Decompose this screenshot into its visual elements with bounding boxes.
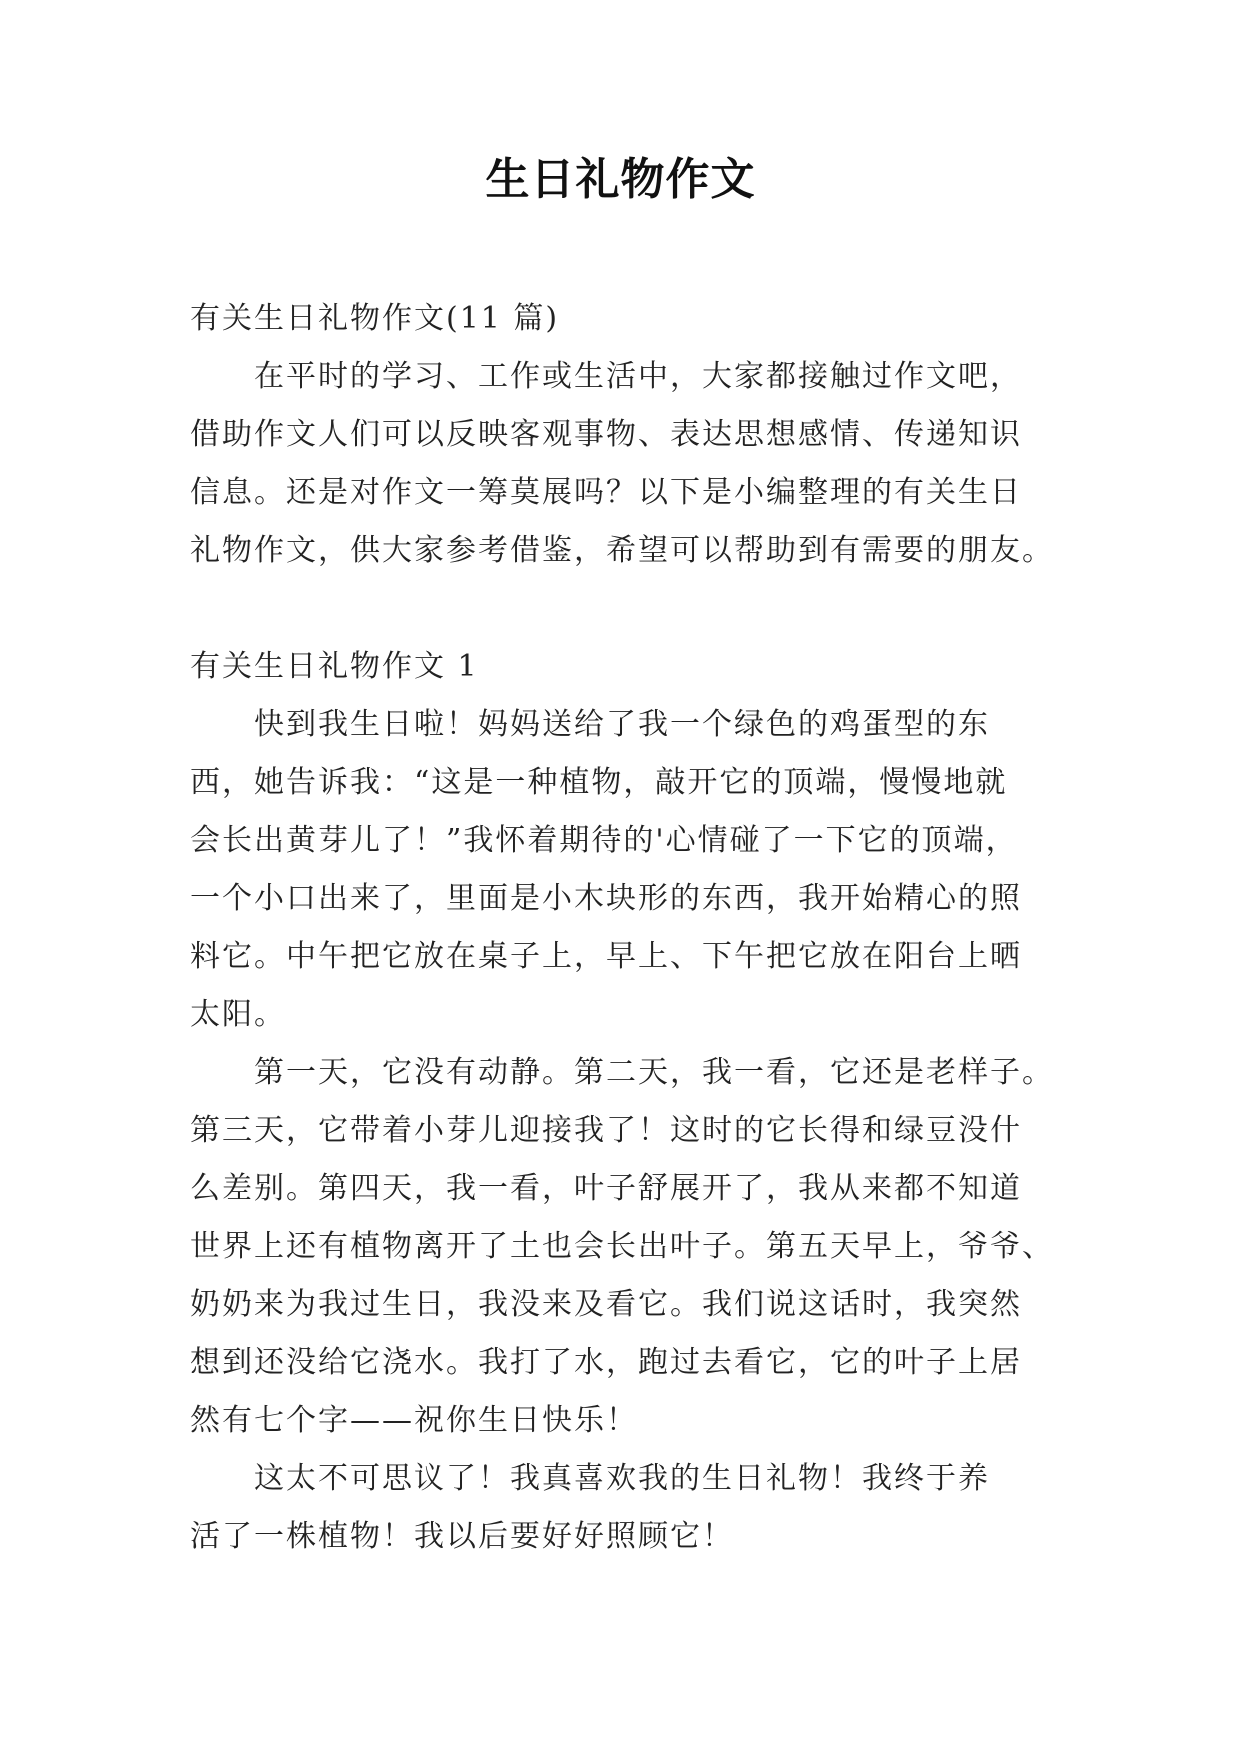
subtitle: 有关生日礼物作文(11 篇): [190, 301, 560, 336]
paragraph-line: 第三天，它带着小芽儿迎接我了！这时的它长得和绿豆没什: [190, 1113, 1022, 1148]
paragraph-line: 料它。中午把它放在桌子上，早上、下午把它放在阳台上晒: [190, 939, 1022, 974]
intro-line: 在平时的学习、工作或生活中，大家都接触过作文吧，: [190, 359, 1022, 394]
paragraph-line: 想到还没给它浇水。我打了水，跑过去看它，它的叶子上居: [190, 1345, 1022, 1380]
intro-line: 信息。还是对作文一筹莫展吗？以下是小编整理的有关生日: [190, 475, 1022, 510]
paragraph-line: 然有七个字——祝你生日快乐！: [190, 1403, 638, 1438]
intro-line: 借助作文人们可以反映客观事物、表达思想感情、传递知识: [190, 417, 1022, 452]
paragraph-line: 第一天，它没有动静。第二天，我一看，它还是老样子。: [190, 1055, 1054, 1090]
paragraph-line: 么差别。第四天，我一看，叶子舒展开了，我从来都不知道: [190, 1171, 1022, 1206]
intro-line: 礼物作文，供大家参考借鉴，希望可以帮助到有需要的朋友。: [190, 533, 1054, 568]
paragraph-line: 这太不可思议了！我真喜欢我的生日礼物！我终于养: [190, 1461, 990, 1496]
paragraph-line: 快到我生日啦！妈妈送给了我一个绿色的鸡蛋型的东: [190, 707, 990, 742]
paragraph-line: 世界上还有植物离开了土也会长出叶子。第五天早上，爷爷、: [190, 1229, 1054, 1264]
paragraph-line: 西，她告诉我：“这是一种植物，敲开它的顶端，慢慢地就: [190, 765, 1008, 800]
paragraph-line: 一个小口出来了，里面是小木块形的东西，我开始精心的照: [190, 881, 1022, 916]
paragraph-line: 太阳。: [190, 997, 286, 1032]
document-body: [190, 290, 1052, 1566]
document-title: 生日礼物作文: [485, 154, 756, 205]
paragraph-line: 活了一株植物！我以后要好好照顾它！: [190, 1519, 734, 1554]
section-spacer: [190, 580, 1052, 638]
essay-heading: 有关生日礼物作文 1: [190, 649, 479, 684]
paragraph-line: 会长出黄芽儿了！”我怀着期待的'心情碰了一下它的顶端，: [190, 823, 1018, 858]
paragraph-line: 奶奶来为我过生日，我没来及看它。我们说这话时，我突然: [190, 1287, 1022, 1322]
